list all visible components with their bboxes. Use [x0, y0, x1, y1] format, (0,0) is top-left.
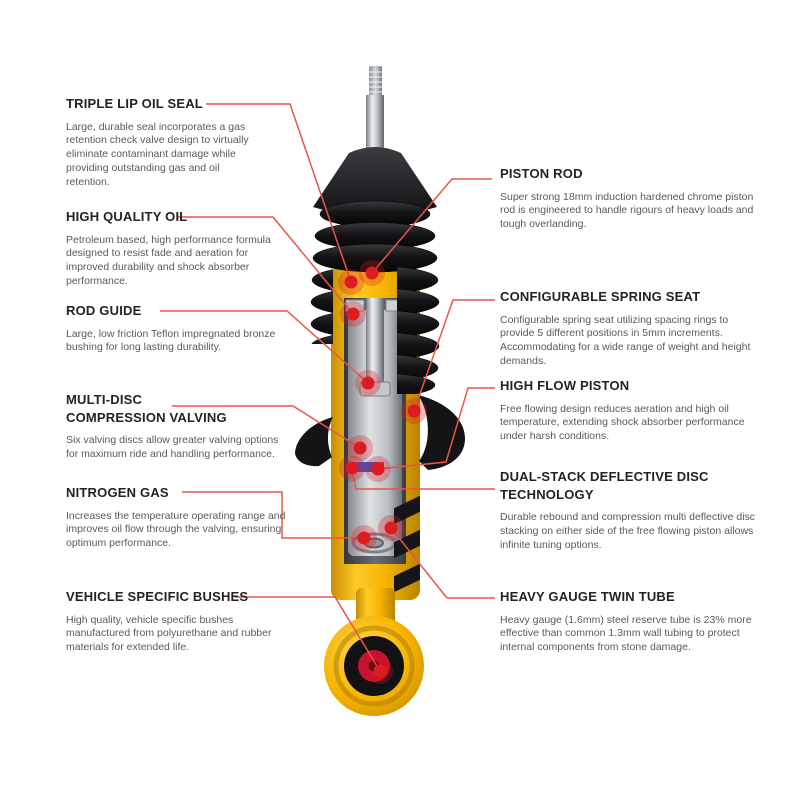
- label-title: DUAL-STACK DEFLECTIVE DISC TECHNOLOGY: [500, 469, 709, 502]
- spring-seat-left: [295, 417, 333, 466]
- label-description: Durable rebound and compression multi deflective disc stacking on either side of the free flowing piston allows infinite tuning options.: [500, 511, 756, 551]
- label-description: High quality, vehicle specific bushes manufactured from polyurethane and rubber materials for extended life.: [66, 613, 272, 654]
- label-description: Heavy gauge (1.6mm) steel reserve tube is 23% more effective than common 1.3mm wall tubing to protect internal components from stone damage.: [500, 613, 752, 654]
- nitrogen-gas-marker: [351, 525, 377, 551]
- label-high-flow-piston: [500, 377, 762, 444]
- piston-rod-marker: [359, 260, 385, 286]
- label-dual-stack-deflective-disc: [500, 468, 762, 553]
- label-vehicle-specific-bushes: [66, 588, 282, 655]
- label-description: Large, durable seal incorporates a gas retention check valve design to virtually eliminate contaminant damage while providing outstanding gas and oil retention.: [66, 120, 249, 188]
- label-description: Petroleum based, high performance formula designed to resist fade and aeration for improved durability and shock absorber performance.: [66, 233, 271, 288]
- label-high-quality-oil: [66, 208, 292, 289]
- twin-tube-marker: [378, 515, 404, 541]
- disc-right-marker: [365, 456, 391, 482]
- rod-guide-marker: [355, 370, 381, 396]
- label-title: TRIPLE LIP OIL SEAL: [66, 96, 203, 111]
- label-title: PISTON ROD: [500, 166, 583, 181]
- label-title: ROD GUIDE: [66, 303, 142, 318]
- label-title: HIGH QUALITY OIL: [66, 209, 188, 224]
- label-piston-rod: [500, 165, 762, 232]
- label-heavy-gauge-twin-tube: [500, 588, 762, 655]
- label-title: MULTI-DISC COMPRESSION VALVING: [66, 392, 227, 425]
- label-configurable-spring-seat: [500, 288, 762, 369]
- label-title: HIGH FLOW PISTON: [500, 378, 630, 393]
- label-description: Six valving discs allow greater valving options for maximum ride and handling performance.: [66, 434, 279, 460]
- label-description: Free flowing design reduces aeration and high oil temperature, extending shock absorber performance under harsh conditions.: [500, 402, 745, 443]
- label-triple-lip-oil-seal: [66, 95, 266, 190]
- label-title: NITROGEN GAS: [66, 485, 169, 500]
- bush-marker: [367, 658, 393, 684]
- label-description: Large, low friction Teflon impregnated bronze bushing for long lasting durability.: [66, 327, 276, 354]
- label-description: Increases the temperature operating range and improves oil flow through the valving, ensuring optimum performance.: [66, 509, 286, 550]
- label-multi-disc-compression-valving: [66, 391, 292, 462]
- spring-seat-marker: [401, 398, 427, 424]
- disc-left-marker: [339, 455, 365, 481]
- label-description: Configurable spring seat utilizing spacing rings to provide 5 different positions in 5mm increments. Accommodating for a wide range of weight and height demands.: [500, 313, 751, 368]
- label-description: Super strong 18mm induction hardened chrome piston rod is engineered to handle rigours of heavy loads and tough overlanding.: [500, 190, 754, 231]
- label-rod-guide: [66, 302, 308, 355]
- label-title: HEAVY GAUGE TWIN TUBE: [500, 589, 675, 604]
- label-title: CONFIGURABLE SPRING SEAT: [500, 289, 701, 304]
- label-nitrogen-gas: [66, 484, 292, 551]
- oil-marker: [340, 301, 366, 327]
- label-title: VEHICLE SPECIFIC BUSHES: [66, 589, 249, 604]
